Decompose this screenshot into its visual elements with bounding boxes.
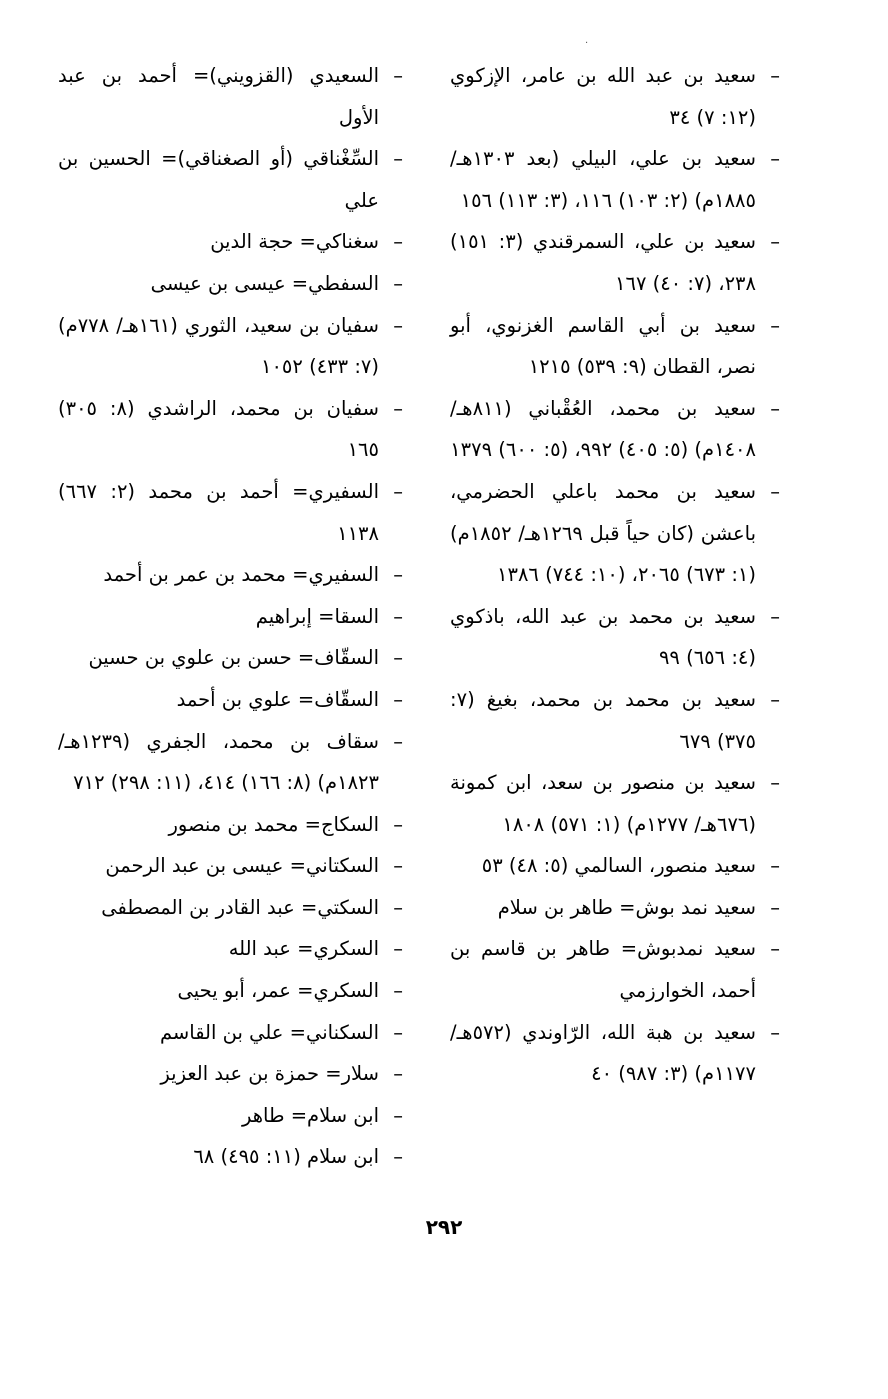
entry-text: السقّاف= علوي بن أحمد [176,687,379,711]
entry-text: سعيد بن محمد باعلي الحضرمي، باعشن (كان حياً قبل ١٢٦٩هـ/ ١٨٥٢م) (١: ٦٧٣) ٢٠٦٥، (١٠: ٧٤٤) ١٣٨٦ [450,479,757,587]
entry-dash: – [393,147,403,171]
entry-text: سعيد بن محمد بن محمد، بغيغ (٧: ٣٧٥) ٦٧٩ [450,687,756,753]
index-entry [450,388,780,471]
index-entry [58,263,403,305]
entry-text: السِّغْناقي (أو الصغناقي)= الحسين بن علي [58,147,379,212]
index-entry [450,928,780,1011]
entry-text: سعيد بن منصور بن سعد، ابن كمونة (٦٧٦هـ/ ١٢٧٧م) (١: ٥٧١) ١٨٠٨ [450,771,756,836]
entry-dash: – [393,687,403,711]
index-entry [450,845,780,887]
index-entry [58,887,403,929]
entry-dash: – [770,604,780,628]
index-entry [450,55,780,138]
index-entry [450,762,780,845]
entry-dash: – [770,230,780,254]
entry-text: السعيدي (القزويني)= أحمد بن عبد الأول [58,64,379,129]
index-entry [58,388,403,471]
index-entry [58,721,403,804]
entry-dash: – [770,895,780,919]
entry-dash: – [393,937,403,961]
entry-text: السكتاني= عيسى بن عبد الرحمن [105,854,379,878]
index-entry [58,928,403,970]
index-entry [58,845,403,887]
entry-dash: – [393,230,403,254]
entry-dash: – [770,937,780,961]
entry-dash: – [393,1103,403,1127]
entry-dash: – [393,313,403,337]
entry-dash: – [393,646,403,670]
entry-text: سعيد بن علي، السمرقندي (٣: ١٥١) ٢٣٨، (٧: ٤٠) ١٦٧ [450,230,756,295]
entry-dash: – [770,64,780,87]
index-entry [450,221,780,304]
index-entry [58,1095,403,1137]
index-entry [58,679,403,721]
entry-dash: – [393,854,403,878]
index-entry [450,305,780,388]
index-entry [58,1053,403,1095]
entry-dash: – [393,1145,403,1169]
entry-dash: – [770,147,780,171]
entry-text: السقّاف= حسن بن علوي بن حسين [88,646,379,670]
index-entry [58,55,403,138]
index-entry [58,804,403,846]
entry-text: سعيد بن عبد الله بن عامر، الإزكوي (١٢: ٧) ٣٤ [450,64,756,129]
entry-text: سلار= حمزة بن عبد العزيز [160,1062,379,1086]
index-entry [450,471,780,596]
entry-dash: – [393,396,403,420]
entry-text: سعيد نمد بوش= طاهر بن سلام [497,895,756,919]
entry-text: السكتي= عبد القادر بن المصطفى [101,895,379,919]
index-entry [58,305,403,388]
index-entry [58,138,403,221]
entry-dash: – [393,729,403,753]
entry-text: السكناني= علي بن القاسم [159,1020,379,1044]
index-entry [450,138,780,221]
right-column [450,55,780,1095]
index-entry [58,1012,403,1054]
entry-text: السكري= عمر، أبو يحيى [177,979,379,1003]
entry-text: سغناكي= حجة الدين [210,230,379,254]
entry-dash: – [770,313,780,337]
index-entry [450,679,780,762]
left-column [58,55,403,1178]
entry-text: السكري= عبد الله [228,937,379,961]
entry-dash: – [393,563,403,587]
index-entry [450,596,780,679]
entry-text: السكاج= محمد بن منصور [168,812,379,836]
index-entry [58,221,403,263]
entry-text: ابن سلام= طاهر [242,1103,379,1127]
entry-text: سعيد بن علي، البيلي (بعد ١٣٠٣هـ/ ١٨٨٥م) (٢: ١٠٣) ١١٦، (٣: ١١٣) ١٥٦ [450,147,756,212]
index-entry [58,596,403,638]
entry-text: السفطي= عيسى بن عيسى [150,271,379,295]
entry-dash: – [770,771,780,795]
entry-text: سفيان بن سعيد، الثوري (١٦١هـ/ ٧٧٨م) (٧: ٤٣٣) ١٠٥٢ [58,313,379,379]
index-entry [58,1136,403,1178]
entry-dash: – [770,1020,780,1044]
page-number: ٢٩٢ [425,1215,463,1239]
entry-dash: – [393,895,403,919]
entry-dash: – [393,479,403,503]
index-entry [450,1012,780,1095]
scan-mark: · [585,38,589,49]
entry-text: سفيان بن محمد، الراشدي (٨: ٣٠٥) ١٦٥ [58,396,379,462]
entry-text: سعيد بن أبي القاسم الغزنوي، أبو نصر، القطان (٩: ٥٣٩) ١٢١٥ [450,313,756,379]
entry-text: ابن سلام (١١: ٤٩٥) ٦٨ [193,1145,379,1169]
entry-dash: – [393,604,403,628]
index-entry [58,554,403,596]
index-entry [58,471,403,554]
entry-dash: – [770,479,780,503]
entry-text: سقاف بن محمد، الجفري (١٢٣٩هـ/ ١٨٢٣م) (٨: ١٦٦) ٤١٤، (١١: ٢٩٨) ٧١٢ [58,729,379,795]
index-entry [58,637,403,679]
entry-dash: – [393,271,403,295]
entry-dash: – [770,687,780,711]
entry-text: السقا= إبراهيم [255,604,379,628]
entry-dash: – [393,979,403,1003]
entry-text: سعيد بن محمد بن عبد الله، باذكوي (٤: ٦٥٦) ٩٩ [450,604,756,670]
entry-text: سعيد نمدبوش= طاهر بن قاسم بن أحمد، الخوارزمي [450,937,756,1003]
entry-text: سعيد بن محمد، العُقْباني (٨١١هـ/ ١٤٠٨م) (٥: ٤٠٥) ٩٩٢، (٥: ٦٠٠) ١٣٧٩ [450,396,756,462]
entry-text: السفيري= أحمد بن محمد (٢: ٦٦٧) ١١٣٨ [58,479,379,545]
entry-dash: – [393,812,403,836]
entry-text: سعيد منصور، السالمي (٥: ٤٨) ٥٣ [481,854,756,878]
index-entry [450,887,780,929]
entry-text: سعيد بن هبة الله، الرّاوندي (٥٧٢هـ/ ١١٧٧م) (٣: ٩٨٧) ٤٠ [450,1020,756,1086]
entry-dash: – [770,396,780,420]
entry-dash: – [393,1020,403,1044]
entry-dash: – [393,1062,403,1086]
entry-text: السفيري= محمد بن عمر بن أحمد [103,563,379,587]
entry-dash: – [393,64,403,87]
entry-dash: – [770,854,780,878]
index-entry [58,970,403,1012]
